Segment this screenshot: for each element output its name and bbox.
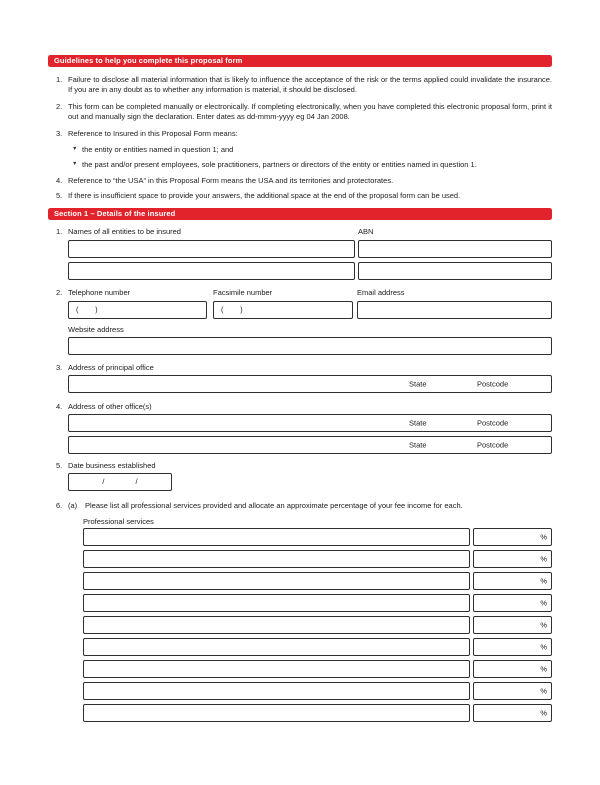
guideline-sub-bullet-1 (72, 145, 552, 155)
fee-percentage-input-2[interactable] (473, 550, 552, 568)
professional-services-label: Professional services (83, 516, 154, 526)
date-separator: / (135, 476, 138, 486)
fee-percentage-input-7[interactable] (473, 660, 552, 678)
other-office-address-input-1[interactable] (68, 414, 552, 432)
professional-service-input-7[interactable] (83, 660, 470, 678)
guideline-number: 5. (56, 191, 63, 200)
guideline-text: This form can be completed manually or electronically. If completing electronically, when you have completed this electronic proposal form, print it out and manually sign the declaration. Enter dates as dd-mmm-yyyy eg 04 Jan 2008. (68, 102, 552, 121)
percent-label: % (540, 620, 547, 629)
website-input[interactable] (68, 337, 552, 355)
guideline-number: 1. (56, 75, 63, 84)
date-separator: / (102, 476, 105, 486)
question-5-date-established (48, 461, 552, 491)
service-row-3 (83, 572, 552, 590)
fee-percentage-input-6[interactable] (473, 638, 552, 656)
guideline-number: 4. (56, 175, 63, 185)
service-row-9 (83, 704, 552, 722)
fee-percentage-input-8[interactable] (473, 682, 552, 700)
service-row-4 (83, 594, 552, 612)
guideline-text: Reference to “the USA” in this Proposal Form means the USA and its territories and protectorates. (68, 175, 394, 185)
percent-label: % (540, 532, 547, 541)
question-number: 1. (56, 226, 63, 236)
percent-label: % (540, 686, 547, 695)
guideline-text: Failure to disclose all material information that is likely to influence the acceptance of the risk or the terms applied could invalidate the insurance. If you are in any doubt as to whether any information is material, it should be disclosed. (68, 75, 552, 94)
guideline-text: Reference to Insured in this Proposal Form means: (68, 129, 238, 138)
other-offices-label: Address of other office(s) (68, 401, 152, 411)
percent-label: % (540, 598, 547, 607)
service-row-2 (83, 550, 552, 568)
triangle-bullet-icon: ▼ (72, 145, 78, 152)
facsimile-label: Facsimile number (213, 287, 273, 297)
question-number: 6. (56, 500, 63, 510)
state-label: State (409, 440, 427, 449)
abn-input-2[interactable] (358, 262, 552, 280)
abn-input-1[interactable] (358, 240, 552, 258)
entity-name-input-1[interactable] (68, 240, 355, 258)
telephone-input[interactable] (68, 301, 207, 319)
website-label: Website address (68, 324, 124, 334)
state-label: State (409, 418, 427, 427)
percent-label: % (540, 554, 547, 563)
question-number: 3. (56, 362, 63, 372)
principal-office-address-input[interactable] (68, 375, 552, 393)
entities-label: Names of all entities to be insured (68, 226, 181, 236)
other-office-address-input-2[interactable] (68, 436, 552, 454)
service-row-1 (83, 528, 552, 546)
professional-service-input-9[interactable] (83, 704, 470, 722)
guideline-item-5 (48, 191, 552, 201)
professional-service-input-4[interactable] (83, 594, 470, 612)
service-row-7 (83, 660, 552, 678)
fee-percentage-input-3[interactable] (473, 572, 552, 590)
percent-label: % (540, 576, 547, 585)
date-established-input[interactable] (68, 473, 172, 491)
question-2-contact (48, 288, 552, 355)
professional-service-input-5[interactable] (83, 616, 470, 634)
phone-area-code-parentheses: ( ) (76, 304, 98, 314)
fax-area-code-parentheses: ( ) (221, 304, 243, 314)
guideline-sub-bullet-2 (72, 160, 552, 170)
bullet-text: the past and/or present employees, sole practitioners, partners or directors of the entity or entities named in question 1. (82, 160, 477, 169)
professional-service-input-6[interactable] (83, 638, 470, 656)
question-3-principal-office (48, 363, 552, 393)
question-part-letter: (a) (68, 500, 78, 510)
services-question-label: Please list all professional services provided and allocate an approximate percentage of your fee income for each. (85, 500, 463, 510)
email-input[interactable] (357, 301, 552, 319)
facsimile-input[interactable] (213, 301, 353, 319)
abn-label: ABN (358, 226, 374, 236)
section1-header-bar: Section 1 – Details of the insured (48, 208, 552, 220)
question-number: 5. (56, 460, 63, 470)
postcode-label: Postcode (477, 418, 509, 427)
guideline-item-4 (48, 176, 552, 186)
guideline-item-1 (48, 75, 552, 94)
guideline-text: If there is insufficient space to provide your answers, the additional space at the end of the proposal form can be used. (68, 191, 461, 200)
state-label: State (409, 379, 427, 388)
question-number: 4. (56, 401, 63, 411)
guideline-item-2 (48, 102, 552, 121)
entity-name-input-2[interactable] (68, 262, 355, 280)
triangle-bullet-icon: ▼ (72, 161, 78, 167)
professional-service-input-1[interactable] (83, 528, 470, 546)
fee-percentage-input-1[interactable] (473, 528, 552, 546)
guideline-number: 2. (56, 102, 63, 111)
service-row-6 (83, 638, 552, 656)
professional-service-input-8[interactable] (83, 682, 470, 700)
guidelines-list (48, 75, 552, 201)
guideline-item-3 (48, 129, 552, 139)
guidelines-header-bar: Guidelines to help you complete this proposal form (48, 55, 552, 67)
postcode-label: Postcode (477, 440, 509, 449)
date-established-label: Date business established (68, 460, 156, 470)
service-row-8 (83, 682, 552, 700)
guideline-number: 3. (56, 129, 63, 138)
fee-percentage-input-9[interactable] (473, 704, 552, 722)
proposal-form-page (48, 55, 552, 722)
fee-percentage-input-4[interactable] (473, 594, 552, 612)
question-4-other-offices (48, 402, 552, 454)
service-row-5 (83, 616, 552, 634)
percent-label: % (540, 664, 547, 673)
telephone-label: Telephone number (68, 287, 131, 297)
fee-percentage-input-5[interactable] (473, 616, 552, 634)
principal-office-label: Address of principal office (68, 362, 154, 372)
question-1-entities (48, 227, 552, 280)
question-number: 2. (56, 287, 63, 297)
email-label: Email address (357, 287, 405, 297)
question-6-professional-services (48, 501, 552, 722)
percent-label: % (540, 642, 547, 651)
professional-service-input-3[interactable] (83, 572, 470, 590)
professional-service-input-2[interactable] (83, 550, 470, 568)
postcode-label: Postcode (477, 379, 509, 388)
percent-label: % (540, 708, 547, 717)
bullet-text: the entity or entities named in question 1; and (82, 144, 234, 154)
